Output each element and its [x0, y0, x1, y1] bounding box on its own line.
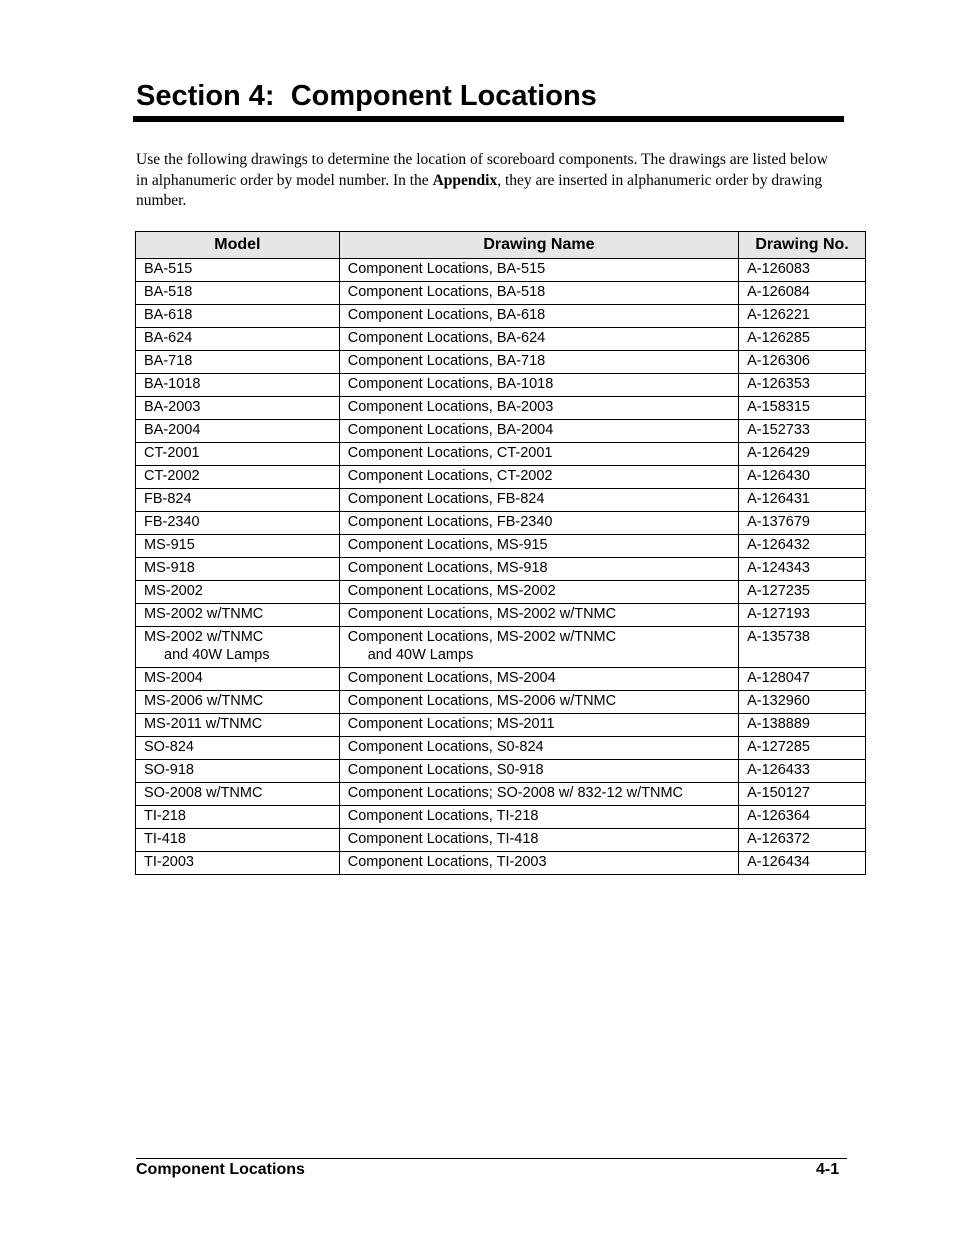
drawing-number-cell	[739, 535, 866, 558]
drawing-number-cell	[739, 581, 866, 604]
drawing-number-cell-text: A-126285	[747, 330, 810, 346]
drawing-name-cell-text: Component Locations, CT-2001	[347, 445, 553, 461]
drawing-name-cell-text: Component Locations, S0-824	[347, 739, 544, 755]
drawing-name-cell-text: Component Locations, MS-2002 w/TNMC	[347, 606, 617, 622]
model-cell-text: TI-2003	[144, 854, 194, 870]
drawing-name-cell	[339, 627, 738, 668]
drawing-number-cell	[739, 443, 866, 466]
table-row	[136, 558, 866, 581]
drawing-number-cell-text: A-126430	[747, 468, 810, 484]
model-cell-text: MS-2002 w/TNMC	[144, 629, 264, 645]
page-number: 4-1	[816, 1161, 840, 1178]
model-cell-text: FB-824	[144, 491, 192, 507]
table-row	[136, 737, 866, 760]
drawing-name-cell-text: Component Locations, BA-624	[347, 330, 546, 346]
table-row	[136, 714, 866, 737]
drawing-number-cell-text: A-135738	[747, 629, 810, 645]
drawing-number-cell-text: A-138889	[747, 716, 810, 732]
drawing-name-cell	[339, 760, 738, 783]
drawing-number-cell	[739, 558, 866, 581]
model-cell-text: MS-2004	[144, 670, 203, 686]
drawing-number-cell-text: A-126372	[747, 831, 810, 847]
drawing-name-cell	[339, 466, 738, 489]
model-cell-text: FB-2340	[144, 514, 200, 530]
drawing-name-cell-text: Component Locations; SO-2008 w/ 832-12 w/TNMC	[347, 785, 684, 801]
drawing-name-cell	[339, 852, 738, 875]
model-cell	[136, 282, 340, 305]
table-row	[136, 829, 866, 852]
model-cell	[136, 604, 340, 627]
table-row	[136, 852, 866, 875]
model-cell	[136, 443, 340, 466]
model-cell	[136, 581, 340, 604]
model-cell-text: BA-2003	[144, 399, 201, 415]
model-cell-text: MS-2011 w/TNMC	[144, 716, 263, 732]
drawing-number-cell	[739, 259, 866, 282]
drawing-name-cell	[339, 512, 738, 535]
table-row	[136, 604, 866, 627]
drawing-number-cell-text: A-132960	[747, 693, 810, 709]
model-cell-text: BA-1018	[144, 376, 201, 392]
table-row	[136, 512, 866, 535]
intro-text-1: Use the following drawings to determine the location of scoreboard components. The drawings are listed below in alphanumeric order by model number. In the	[136, 151, 828, 189]
drawing-number-cell-text: A-126221	[747, 307, 810, 323]
drawing-number-cell-text: A-150127	[747, 785, 810, 801]
table-header-row	[136, 232, 866, 259]
drawing-number-cell	[739, 282, 866, 305]
drawing-number-cell-text: A-126433	[747, 762, 810, 778]
table-row	[136, 259, 866, 282]
table-row	[136, 443, 866, 466]
model-cell-text: SO-824	[144, 739, 194, 755]
table-row	[136, 420, 866, 443]
table-body	[136, 259, 866, 875]
drawing-number-cell	[739, 737, 866, 760]
header-drawing-name: Drawing Name	[339, 232, 738, 259]
drawing-number-cell-text: A-128047	[747, 670, 810, 686]
table-row	[136, 627, 866, 668]
model-cell-text: BA-2004	[144, 422, 201, 438]
drawing-name-cell	[339, 282, 738, 305]
drawing-name-cell	[339, 558, 738, 581]
intro-text-2: , they are inserted in alphanumeric order by drawing number.	[136, 171, 823, 209]
drawing-name-cell	[339, 489, 738, 512]
model-cell	[136, 535, 340, 558]
drawing-number-cell	[739, 466, 866, 489]
drawing-name-cell-text: Component Locations, BA-2004	[347, 422, 554, 438]
drawing-name-cell-text: Component Locations, BA-618	[347, 307, 546, 323]
drawing-number-cell-text: A-127285	[747, 739, 810, 755]
drawing-number-cell-text: A-126083	[747, 261, 810, 277]
drawing-name-cell-text: Component Locations, MS-2004	[347, 670, 556, 686]
title-rule	[133, 116, 844, 122]
drawing-number-cell-text: A-126306	[747, 353, 810, 369]
drawing-name-cell-text: Component Locations, BA-718	[347, 353, 546, 369]
footer-section-name: Component Locations	[136, 1161, 305, 1178]
intro-paragraph	[136, 150, 836, 212]
table-row	[136, 282, 866, 305]
drawing-name-cell-text: Component Locations, TI-218	[347, 808, 539, 824]
drawing-name-cell-text: Component Locations, BA-518	[347, 284, 546, 300]
model-cell	[136, 829, 340, 852]
drawing-number-cell	[739, 691, 866, 714]
drawing-name-cell	[339, 737, 738, 760]
drawing-name-cell	[339, 604, 738, 627]
model-cell	[136, 466, 340, 489]
drawing-name-cell-text: Component Locations, BA-515	[347, 261, 546, 277]
drawing-number-cell-text: A-126432	[747, 537, 810, 553]
model-cell-text: TI-218	[144, 808, 186, 824]
table-row	[136, 760, 866, 783]
drawing-name-cell	[339, 305, 738, 328]
table-row	[136, 305, 866, 328]
model-cell-text: CT-2001	[144, 445, 200, 461]
table-row	[136, 691, 866, 714]
header-drawing-number: Drawing No.	[739, 232, 866, 259]
model-cell	[136, 691, 340, 714]
drawing-number-cell	[739, 374, 866, 397]
drawing-number-cell	[739, 806, 866, 829]
drawing-number-cell	[739, 760, 866, 783]
model-cell-text: CT-2002	[144, 468, 200, 484]
drawing-number-cell-text: A-158315	[747, 399, 810, 415]
drawing-number-cell-text: A-126434	[747, 854, 810, 870]
table-row	[136, 806, 866, 829]
model-cell	[136, 558, 340, 581]
drawing-number-cell-text: A-126429	[747, 445, 810, 461]
drawing-number-cell-text: A-137679	[747, 514, 810, 530]
model-cell	[136, 714, 340, 737]
table-row	[136, 535, 866, 558]
drawing-name-cell	[339, 374, 738, 397]
model-cell-subtext: and 40W Lamps	[164, 647, 270, 663]
table-row	[136, 581, 866, 604]
model-cell-text: MS-918	[144, 560, 195, 576]
drawing-name-cell	[339, 351, 738, 374]
model-cell	[136, 737, 340, 760]
model-cell-text: MS-2002 w/TNMC	[144, 606, 264, 622]
model-cell	[136, 783, 340, 806]
drawing-number-cell	[739, 328, 866, 351]
drawing-number-cell-text: A-127235	[747, 583, 810, 599]
model-cell	[136, 489, 340, 512]
drawing-name-cell-text: Component Locations, MS-918	[347, 560, 548, 576]
model-cell	[136, 328, 340, 351]
drawing-name-cell-text: Component Locations, TI-2003	[347, 854, 547, 870]
drawing-number-cell	[739, 489, 866, 512]
drawing-name-cell-text: Component Locations, MS-2006 w/TNMC	[347, 693, 617, 709]
drawing-name-cell	[339, 259, 738, 282]
model-cell-text: BA-618	[144, 307, 193, 323]
drawing-number-cell	[739, 351, 866, 374]
drawing-name-cell	[339, 806, 738, 829]
drawing-name-cell	[339, 535, 738, 558]
footer-rule	[136, 1158, 847, 1159]
drawing-name-cell-subtext: and 40W Lamps	[367, 647, 474, 663]
drawings-table	[135, 231, 866, 875]
model-cell	[136, 668, 340, 691]
model-cell	[136, 852, 340, 875]
drawing-name-cell	[339, 443, 738, 466]
model-cell-text: MS-2002	[144, 583, 203, 599]
header-model: Model	[136, 232, 340, 259]
drawing-name-cell-text: Component Locations, FB-824	[347, 491, 545, 507]
table-row	[136, 328, 866, 351]
model-cell-text: TI-418	[144, 831, 186, 847]
drawing-number-cell	[739, 783, 866, 806]
page-title: Section 4: Component Locations	[136, 80, 597, 112]
table-row	[136, 466, 866, 489]
drawing-name-cell-text: Component Locations; MS-2011	[347, 716, 555, 732]
model-cell	[136, 420, 340, 443]
drawing-name-cell-text: Component Locations, CT-2002	[347, 468, 553, 484]
intro-appendix-bold: Appendix	[432, 171, 498, 189]
drawing-name-cell-text: Component Locations, MS-915	[347, 537, 548, 553]
drawing-name-cell-text: Component Locations, FB-2340	[347, 514, 553, 530]
table-row	[136, 374, 866, 397]
drawing-name-cell-text: Component Locations, MS-2002	[347, 583, 556, 599]
drawing-number-cell	[739, 604, 866, 627]
drawing-number-cell-text: A-126431	[747, 491, 810, 507]
drawing-name-cell	[339, 829, 738, 852]
model-cell	[136, 259, 340, 282]
drawing-number-cell	[739, 397, 866, 420]
drawing-number-cell	[739, 305, 866, 328]
drawing-number-cell-text: A-127193	[747, 606, 810, 622]
drawing-number-cell-text: A-126084	[747, 284, 810, 300]
drawing-number-cell	[739, 852, 866, 875]
table-row	[136, 668, 866, 691]
drawing-name-cell	[339, 783, 738, 806]
model-cell-text: BA-624	[144, 330, 193, 346]
model-cell	[136, 351, 340, 374]
model-cell-text: SO-918	[144, 762, 194, 778]
model-cell	[136, 397, 340, 420]
drawing-number-cell-text: A-126353	[747, 376, 810, 392]
table-row	[136, 397, 866, 420]
model-cell	[136, 374, 340, 397]
drawing-number-cell	[739, 627, 866, 668]
drawing-number-cell-text: A-152733	[747, 422, 810, 438]
drawing-name-cell	[339, 581, 738, 604]
drawing-number-cell-text: A-124343	[747, 560, 810, 576]
drawing-name-cell	[339, 668, 738, 691]
model-cell-text: BA-518	[144, 284, 193, 300]
drawing-name-cell	[339, 691, 738, 714]
model-cell-text: BA-718	[144, 353, 193, 369]
model-cell-text: MS-2006 w/TNMC	[144, 693, 264, 709]
drawing-name-cell	[339, 714, 738, 737]
model-cell-text: BA-515	[144, 261, 193, 277]
drawing-name-cell-text: Component Locations, S0-918	[347, 762, 544, 778]
drawing-name-cell-text: Component Locations, BA-1018	[347, 376, 554, 392]
drawing-name-cell	[339, 397, 738, 420]
table-row	[136, 783, 866, 806]
drawing-name-cell-text: Component Locations, TI-418	[347, 831, 539, 847]
drawing-number-cell	[739, 420, 866, 443]
model-cell	[136, 806, 340, 829]
table-row	[136, 351, 866, 374]
model-cell-text: MS-915	[144, 537, 195, 553]
drawing-name-cell	[339, 420, 738, 443]
drawing-name-cell-text: Component Locations, BA-2003	[347, 399, 554, 415]
model-cell	[136, 627, 340, 668]
table-row	[136, 489, 866, 512]
drawing-number-cell	[739, 829, 866, 852]
model-cell	[136, 305, 340, 328]
drawing-name-cell-text: Component Locations, MS-2002 w/TNMC	[347, 629, 617, 645]
model-cell-text: SO-2008 w/TNMC	[144, 785, 263, 801]
drawing-number-cell	[739, 714, 866, 737]
drawing-number-cell	[739, 512, 866, 535]
drawing-number-cell-text: A-126364	[747, 808, 810, 824]
drawing-number-cell	[739, 668, 866, 691]
model-cell	[136, 512, 340, 535]
drawing-name-cell	[339, 328, 738, 351]
model-cell	[136, 760, 340, 783]
